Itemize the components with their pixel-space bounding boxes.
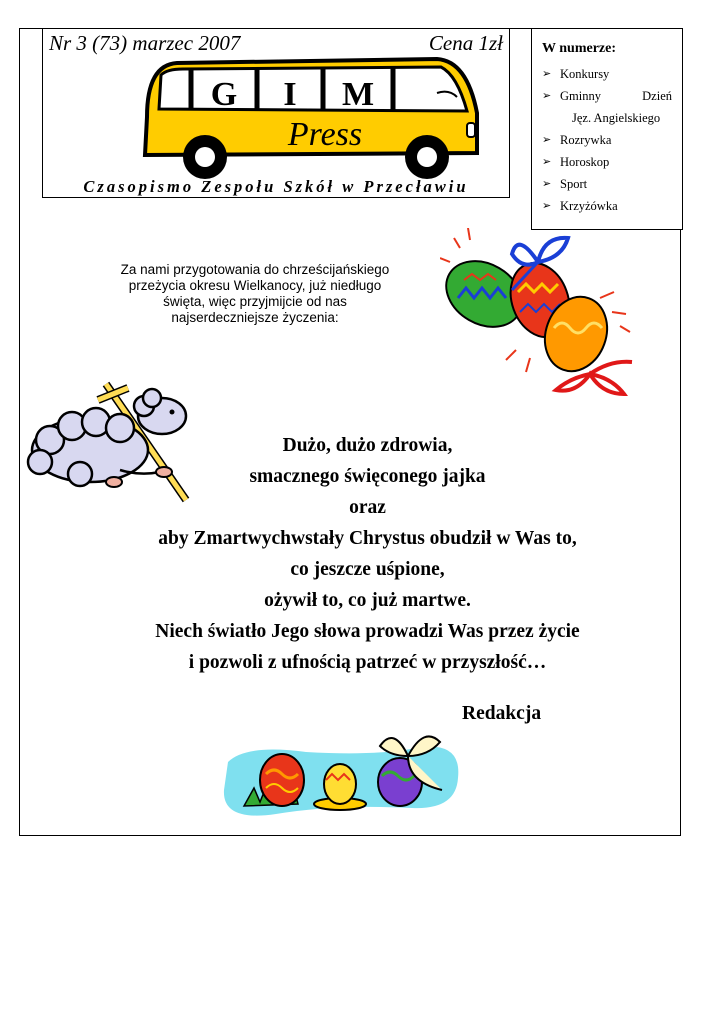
wishes-line: co jeszcze uśpione, [290,559,445,580]
arrow-bullet-icon: ➢ [542,178,552,190]
logo-letter-i: I [283,76,297,113]
intro-line: najserdeczniejsze życzenia: [171,310,339,325]
wishes-line: aby Zmartwychwstały Chrystus obudził w Was to, [158,528,577,549]
toc-item [542,173,672,195]
toc-item-label: Dzień [642,89,672,103]
wishes-line: Dużo, dużo zdrowia, [282,435,453,456]
arrow-bullet-icon: ➢ [542,200,552,212]
arrow-bullet-icon: ➢ [542,134,552,146]
intro-line: Za nami przygotowania do chrześcijańskiego [120,262,390,277]
signature: Redakcja [462,703,542,724]
toc-item [542,195,672,217]
toc-item-label: Sport [560,177,588,191]
wishes-line: i pozwoli z ufnością patrzeć w przyszłość… [188,652,547,673]
arrow-bullet-icon: ➢ [542,68,552,80]
toc-item-label: Krzyżówka [560,199,618,213]
bus-logo [137,53,481,181]
intro-paragraph [108,262,402,326]
masthead [42,28,510,198]
toc-item [542,151,672,173]
toc-item-label: Gminny [560,89,601,103]
logo-letter-g: G [210,76,238,113]
logo-letter-m: M [341,76,375,113]
toc-title: W numerze: [542,41,616,56]
logo-press: Press [287,116,363,153]
wishes-line: oraz [349,497,386,518]
toc-item-label: Horoskop [560,155,610,169]
toc-box [531,28,683,230]
eggs-on-blue-illustration [216,726,468,824]
toc-item [542,129,672,151]
intro-line: przeżycia okresu Wielkanocy, już niedługo [128,278,382,293]
toc-item-label: Konkursy [560,67,610,81]
intro-line: święta, więc przyjmijcie od nas [163,294,347,309]
issue-price: Cena 1zł [428,31,503,55]
toc-item [542,63,672,85]
arrow-bullet-icon: ➢ [542,156,552,168]
easter-eggs-illustration [440,228,662,400]
wishes-line: smacznego święconego jajka [249,466,486,487]
wishes-text [100,430,635,678]
toc-item-label: Rozrywka [560,133,612,147]
wishes-line: Niech światło Jego słowa prowadzi Was przez życie [155,621,580,642]
issue-number: Nr 3 (73) marzec 2007 [49,31,241,55]
arrow-bullet-icon: ➢ [542,90,552,102]
masthead-subtitle: Czasopismo Zespołu Szkół w Przecławiu [83,177,469,196]
toc-item-continuation: Jęz. Angielskiego [572,111,661,125]
toc-item [542,85,672,107]
wishes-line: ożywił to, co już martwe. [264,590,471,611]
